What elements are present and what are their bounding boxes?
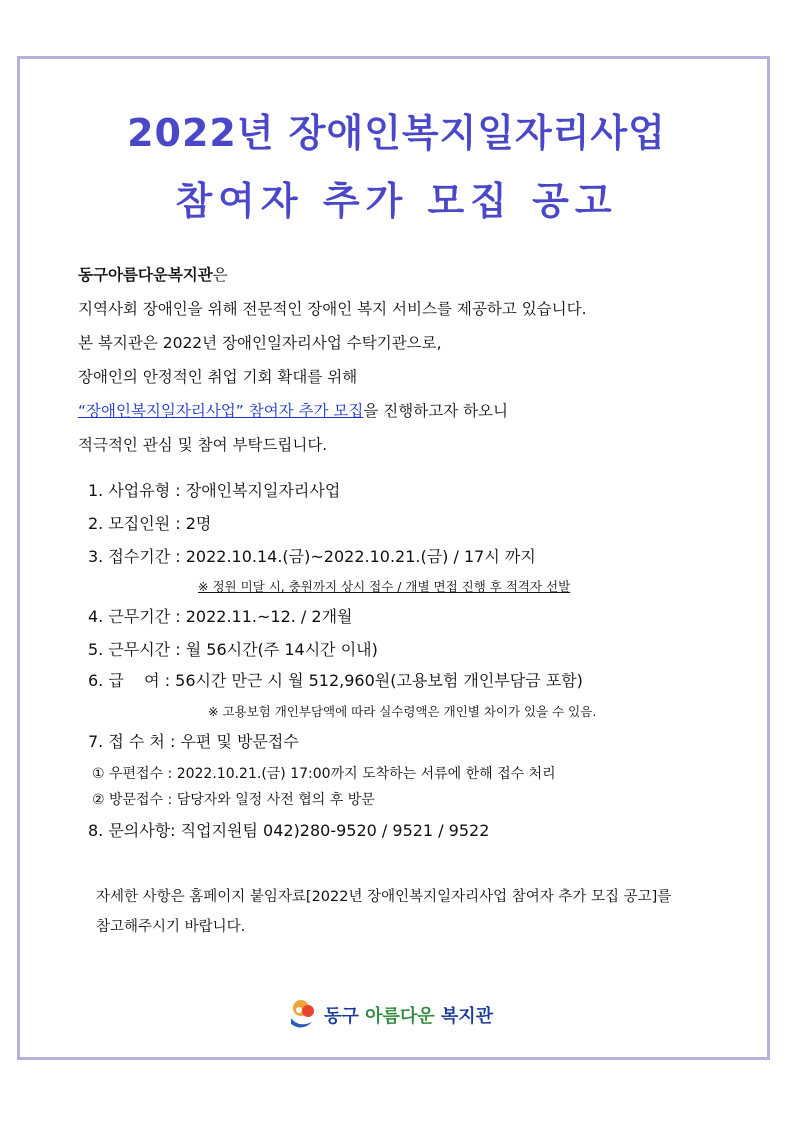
page-title-line1: 2022년 장애인복지일자리사업 — [127, 111, 666, 155]
item-application-period: 3. 접수기간 : 2022.10.14.(금)~2022.10.21.(금) / 17시 까지 — [88, 547, 536, 566]
intro-line-2: 지역사회 장애인을 위해 전문적인 장애인 복지 서비스를 제공하고 있습니다. — [78, 300, 587, 318]
item-work-hours: 5. 근무시간 : 월 56시간(주 14시간 이내) — [88, 640, 378, 659]
closing-line-2: 참고해주시기 바랍니다. — [96, 919, 246, 935]
org-name: 동구아름다운복지관 — [78, 266, 213, 284]
org-suffix: 은 — [212, 266, 228, 284]
item-reception-mail: ① 우편접수 : 2022.10.21.(금) 17:00까지 도착하는 서류에 한해 접수 처리 — [92, 766, 556, 782]
intro-line-6: 적극적인 관심 및 참여 부탁드립니다. — [78, 436, 328, 454]
logo-text-beautiful: 아름다운 — [365, 1006, 435, 1027]
note-salary: ※ 고용보험 개인부담액에 따라 실수령액은 개인별 차이가 있을 수 있음. — [208, 704, 597, 719]
intro-line-3: 본 복지관은 2022년 장애인일자리사업 수탁기관으로, — [78, 334, 442, 352]
logo-icon — [288, 998, 318, 1032]
logo-text-welfare-center: 복지관 — [440, 1006, 494, 1027]
intro-line-5-rest: 을 진행하고자 하오니 — [363, 402, 509, 420]
logo-text-dong-gu: 동구 — [324, 1006, 359, 1027]
item-reception-visit: ② 방문접수 : 담당자와 일정 사전 협의 후 방문 — [92, 792, 375, 808]
item-recruit-count: 2. 모집인원 : 2명 — [88, 514, 212, 533]
intro-paragraph — [78, 258, 587, 462]
intro-line-1 — [78, 258, 587, 292]
item-business-type: 1. 사업유형 : 장애인복지일자리사업 — [88, 481, 341, 500]
item-salary: 6. 급 여 : 56시간 만근 시 월 512,960원(고용보험 개인부담금 포함) — [88, 671, 583, 690]
intro-line-5 — [78, 394, 587, 428]
item-contact: 8. 문의사항: 직업지원팀 042)280-9520 / 9521 / 9522 — [88, 821, 490, 840]
org-logo — [288, 998, 493, 1032]
closing-line-1: 자세한 사항은 홈페이지 붙임자료[2022년 장애인복지일자리사업 참여자 추가 모집 공고]를 — [96, 889, 672, 905]
note-application: ※ 정원 미달 시, 충원까지 상시 접수 / 개별 면접 진행 후 적격자 선발 — [198, 579, 571, 594]
item-work-period: 4. 근무기간 : 2022.11.~12. / 2개월 — [88, 607, 353, 626]
highlight-text: “장애인복지일자리사업” 참여자 추가 모집 — [78, 402, 364, 420]
page-title-line2: 참여자 추가 모집 공고 — [175, 179, 618, 223]
closing-paragraph — [96, 882, 671, 942]
item-reception: 7. 접 수 처 : 우편 및 방문접수 — [88, 732, 299, 751]
intro-line-4: 장애인의 안정적인 취업 기회 확대를 위해 — [78, 368, 358, 386]
logo-text — [324, 1002, 493, 1028]
